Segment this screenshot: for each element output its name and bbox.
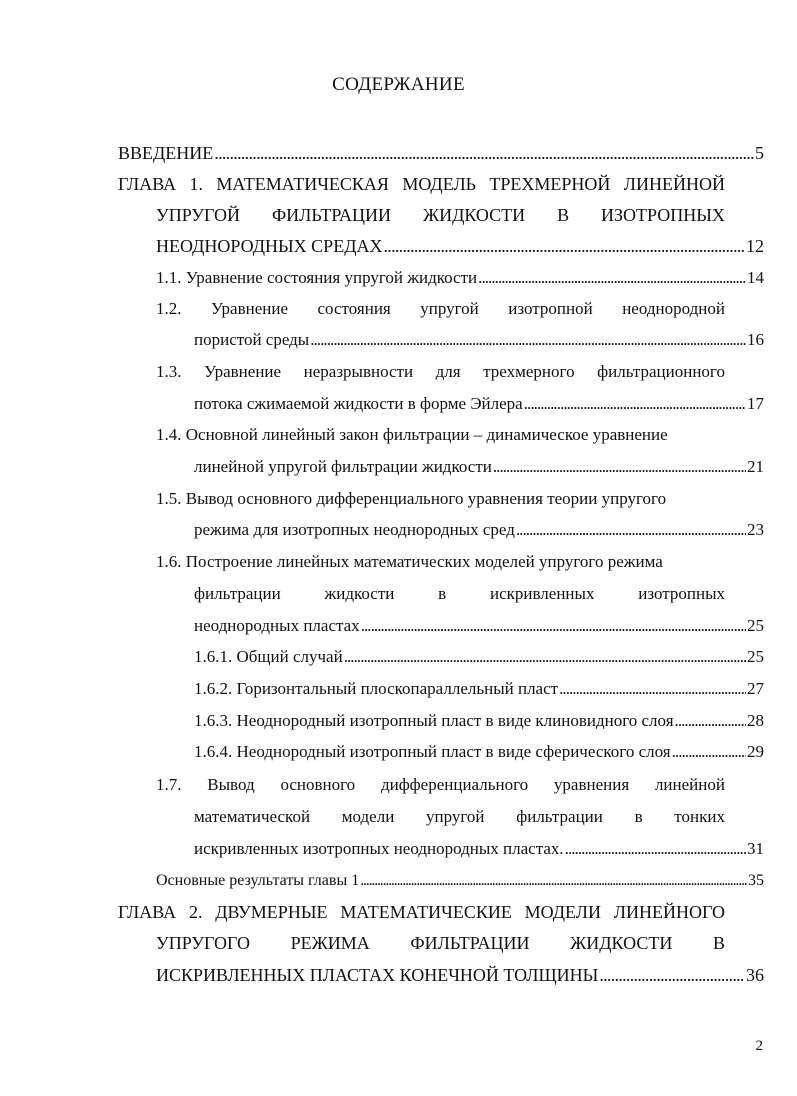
word: жидкости <box>324 584 395 603</box>
toc-label: НЕОДНОРОДНЫХ СРЕДАХ <box>156 236 383 256</box>
word: ЖИДКОСТИ <box>570 933 673 953</box>
word: Вывод <box>207 775 255 794</box>
toc-section-1-7-line-3[interactable] <box>194 834 764 864</box>
dot-leader <box>344 642 746 672</box>
toc-chapter-1-line-2[interactable] <box>156 200 725 230</box>
toc-page: 5 <box>755 143 764 163</box>
word: модели <box>341 807 395 826</box>
toc-section-1-6-line-1[interactable]: 1.6. Построение линейных математических моделей упругого режима <box>156 552 663 571</box>
toc-section-1-5-line-2[interactable] <box>194 515 764 545</box>
word: 1. <box>189 174 204 194</box>
word: фильтрации <box>516 807 603 826</box>
toc-page: 31 <box>747 839 764 858</box>
word: Уравнение <box>204 362 282 381</box>
toc-page: 21 <box>747 457 764 476</box>
word: изотропной <box>508 299 593 318</box>
word: в <box>438 584 447 603</box>
word: трехмерного <box>483 362 575 381</box>
toc-label: ИСКРИВЛЕННЫХ ПЛАСТАХ КОНЕЧНОЙ ТОЛЩИНЫ <box>156 965 599 985</box>
toc-label: линейной упругой фильтрации жидкости <box>194 457 492 476</box>
toc-label: Основные результаты главы 1 <box>156 872 360 889</box>
toc-chapter-2-line-3[interactable] <box>156 960 764 990</box>
word: Уравнение <box>211 299 288 318</box>
word: МАТЕМАТИЧЕСКИЕ <box>340 902 512 922</box>
word: ГЛАВА <box>118 902 177 922</box>
toc-page: 29 <box>747 742 764 761</box>
toc-label: 1.6.3. Неоднородный изотропный пласт в виде клиновидного слоя <box>194 711 674 730</box>
word: В <box>712 933 725 953</box>
word: неразрывности <box>303 362 414 381</box>
toc-section-1-4-line-1[interactable]: 1.4. Основной линейный закон фильтрации – динамическое уравнение <box>156 425 668 444</box>
word: неоднородной <box>622 299 725 318</box>
word: линейной <box>654 775 725 794</box>
toc-label: пористой среды <box>194 330 310 349</box>
page-title: СОДЕРЖАНИЕ <box>332 74 465 95</box>
word: состояния <box>317 299 391 318</box>
word: В <box>557 205 570 225</box>
toc-label: искривленных изотропных неоднородных пластах. <box>194 839 564 858</box>
word: ФИЛЬТРАЦИИ <box>271 205 392 225</box>
word: фильтрации <box>194 584 281 603</box>
toc-section-1-7-line-2[interactable] <box>194 802 725 832</box>
word: 1.7. <box>156 775 182 794</box>
toc-chapter-2-line-1[interactable] <box>118 897 725 927</box>
word: ГЛАВА <box>118 174 177 194</box>
toc-subsection-1-6-1[interactable] <box>194 642 764 672</box>
dot-leader <box>360 866 747 896</box>
toc-section-1-1[interactable] <box>156 263 764 293</box>
word: изотропных <box>638 584 725 603</box>
word: МОДЕЛИ <box>524 902 601 922</box>
toc-section-1-5-line-1[interactable]: 1.5. Вывод основного дифференциального уравнения теории упругого <box>156 489 667 508</box>
dot-leader <box>493 452 746 482</box>
dot-leader <box>478 263 746 293</box>
word: математической <box>194 807 311 826</box>
toc-section-1-4-line-2[interactable] <box>194 452 764 482</box>
word: ФИЛЬТРАЦИИ <box>410 933 530 953</box>
toc-page: 16 <box>747 330 764 349</box>
toc-page: 17 <box>747 394 764 413</box>
word: ДВУМЕРНЫЕ <box>215 902 328 922</box>
toc-page: 36 <box>746 965 764 985</box>
toc-chapter-2-line-2[interactable] <box>156 928 725 958</box>
toc-label: 1.6.4. Неоднородный изотропный пласт в виде сферического слоя <box>194 742 671 761</box>
page-number: 2 <box>755 1038 763 1054</box>
word: для <box>435 362 461 381</box>
toc-section-1-7-line-1[interactable] <box>156 770 725 800</box>
toc-section-1-2-line-1[interactable] <box>156 294 725 324</box>
toc-page: 28 <box>747 711 764 730</box>
toc-chapter-1-line-1[interactable] <box>118 169 725 199</box>
dot-leader <box>383 231 745 261</box>
word: ЛИНЕЙНОГО <box>613 902 725 922</box>
toc-chapter-1-summary[interactable] <box>156 866 764 896</box>
dot-leader <box>599 960 745 990</box>
toc-chapter-1-line-3[interactable] <box>156 231 764 261</box>
dot-leader <box>675 706 746 736</box>
word: РЕЖИМА <box>290 933 370 953</box>
dot-leader <box>310 325 746 355</box>
word: уравнения <box>553 775 630 794</box>
dot-leader <box>559 674 746 704</box>
dot-leader <box>524 389 746 419</box>
toc-subsection-1-6-3[interactable] <box>194 706 764 736</box>
toc-label: режима для изотропных неоднородных сред <box>194 520 515 539</box>
dot-leader <box>565 834 746 864</box>
word: фильтрационного <box>597 362 725 381</box>
word: 1.3. <box>156 362 182 381</box>
toc-section-1-6-line-2[interactable] <box>194 579 725 609</box>
dot-leader <box>516 515 746 545</box>
word: ЛИНЕЙНОЙ <box>623 174 725 194</box>
toc-label: неоднородных пластах <box>194 616 360 635</box>
toc-label: ВВЕДЕНИЕ <box>118 143 214 163</box>
toc-page: 25 <box>747 647 764 666</box>
dot-leader <box>214 138 754 168</box>
word: ИЗОТРОПНЫХ <box>601 205 725 225</box>
word: тонких <box>674 807 725 826</box>
word: упругой <box>420 299 479 318</box>
toc-section-1-6-line-3[interactable] <box>194 611 764 641</box>
word: МОДЕЛЬ <box>402 174 476 194</box>
word: в <box>634 807 643 826</box>
toc-page: 12 <box>746 236 764 256</box>
toc-label: потока сжимаемой жидкости в форме Эйлера <box>194 394 523 413</box>
toc-label: 1.6.2. Горизонтальный плоскопараллельный пласт <box>194 679 559 698</box>
word: упругой <box>425 807 485 826</box>
word: ТРЕХМЕРНОЙ <box>489 174 611 194</box>
word: МАТЕМАТИЧЕСКАЯ <box>216 174 389 194</box>
toc-label: 1.6.1. Общий случай <box>194 647 343 666</box>
toc-section-1-3-line-2[interactable] <box>194 389 764 419</box>
toc-page: 25 <box>747 616 764 635</box>
word: 1.2. <box>156 299 182 318</box>
dot-leader <box>672 737 746 767</box>
toc-section-1-2-line-2[interactable] <box>194 325 764 355</box>
toc-page: 14 <box>747 268 764 287</box>
toc-page: 35 <box>748 872 764 889</box>
toc-label: 1.1. Уравнение состояния упругой жидкости <box>156 268 478 287</box>
word: УПРУГОЙ <box>156 205 241 225</box>
word: основного <box>280 775 356 794</box>
word: 2. <box>188 902 203 922</box>
toc-subsection-1-6-2[interactable] <box>194 674 764 704</box>
word: дифференциального <box>380 775 529 794</box>
toc-page: 27 <box>747 679 764 698</box>
toc-entry-introduction[interactable] <box>118 138 764 168</box>
toc-subsection-1-6-4[interactable] <box>194 737 764 767</box>
toc-page: 23 <box>747 520 764 539</box>
toc-section-1-3-line-1[interactable] <box>156 357 725 387</box>
dot-leader <box>361 611 746 641</box>
word: УПРУГОГО <box>156 933 250 953</box>
word: искривленных <box>490 584 595 603</box>
word: ЖИДКОСТИ <box>422 205 526 225</box>
